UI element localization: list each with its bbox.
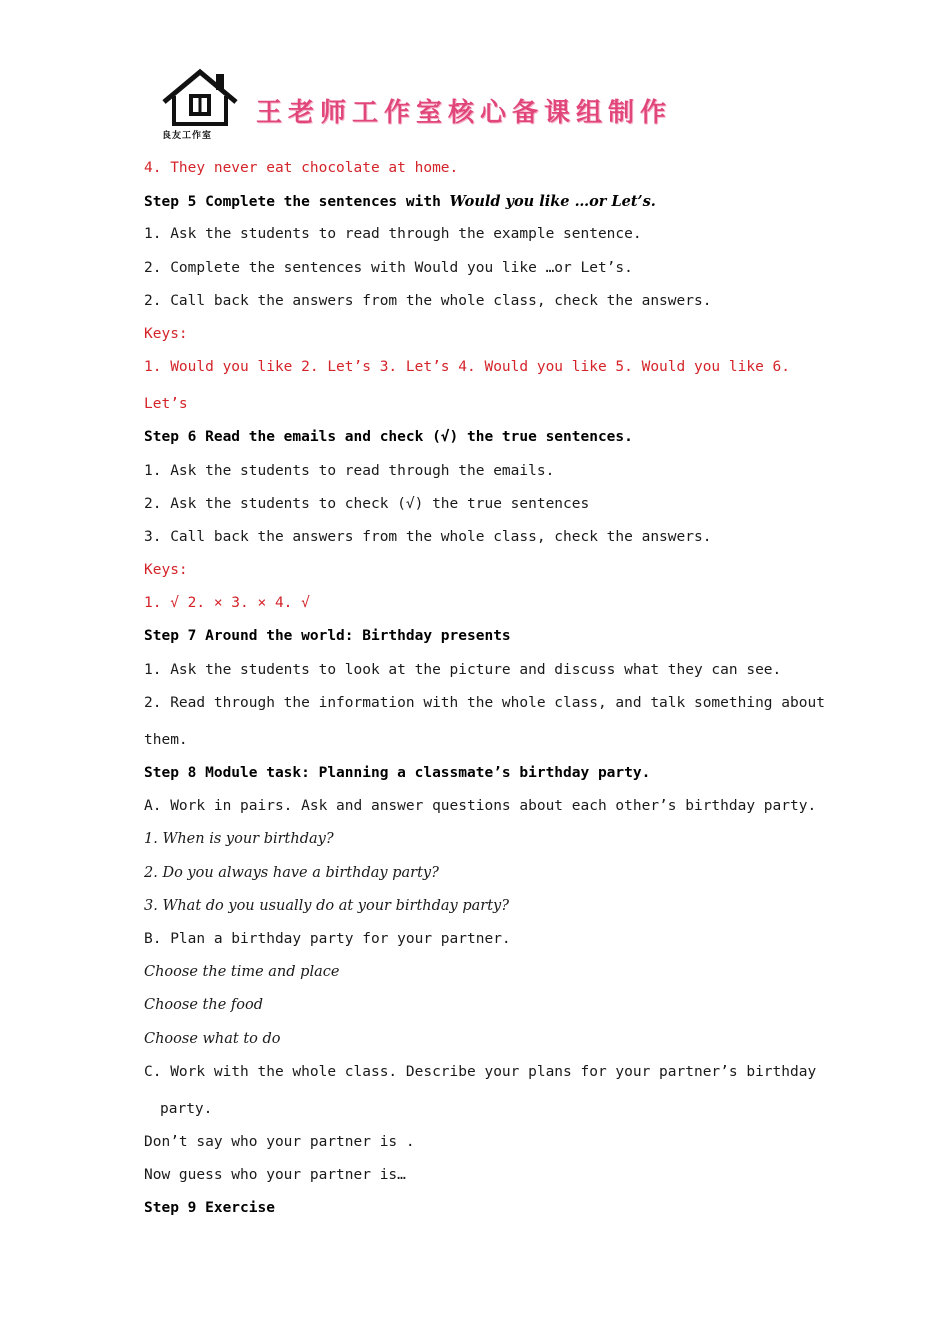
step-heading: Step 9 Exercise (144, 1200, 275, 1217)
text-line-continued: party. (160, 1100, 213, 1117)
step-heading: Step 8 Module task: Planning a classmate’s birthday party. (144, 765, 651, 781)
text-line-continued: them. (144, 731, 188, 748)
text-line: 2. Complete the sentences with Would you like …or Let’s. (144, 259, 633, 276)
plan-item: Choose the time and place (144, 964, 340, 981)
keys-answers: 1. √ 2. × 3. × 4. √ (144, 595, 310, 612)
text-line: 1. Ask the students to read through the example sentence. (144, 226, 642, 243)
question-line: 2. Do you always have a birthday party? (144, 864, 439, 881)
step-heading-emphasis: Would you like …or Let’s. (449, 193, 656, 211)
text-line: B. Plan a birthday party for your partner. (144, 930, 511, 947)
house-logo-icon (158, 66, 242, 142)
text-line: 2. Read through the information with the whole class, and talk something about (144, 694, 825, 711)
text-line: Don’t say who your partner is . (144, 1133, 415, 1150)
document-body (144, 152, 825, 1225)
text-line: 3. Call back the answers from the whole class, check the answers. (144, 528, 712, 545)
text-line: 2. Call back the answers from the whole class, check the answers. (144, 292, 712, 309)
keys-label: Keys: (144, 325, 188, 342)
step-heading: Step 6 Read the emails and check (√) the true sentences. (144, 429, 633, 446)
text-line: 1. Ask the students to look at the picture and discuss what they can see. (144, 661, 782, 678)
question-line: 3. What do you usually do at your birthday party? (144, 897, 509, 914)
plan-item: Choose what to do (144, 1030, 281, 1047)
text-line: 2. Ask the students to check (√) the true sentences (144, 495, 590, 512)
plan-item: Choose the food (144, 997, 263, 1014)
logo-caption: 良友工作室 (162, 131, 213, 141)
text-line: 4. They never eat chocolate at home. (144, 160, 459, 176)
step-heading (144, 185, 804, 218)
step-heading-text: Step 5 Complete the sentences with (144, 194, 450, 211)
header-title: 王老师工作室核心备课组制作 (256, 98, 673, 128)
keys-answers: 1. Would you like 2. Let’s 3. Let’s 4. Would you like 5. Would you like 6. (144, 359, 791, 376)
keys-label: Keys: (144, 562, 188, 579)
step-heading: Step 7 Around the world: Birthday presents (144, 628, 511, 645)
keys-answers-continued: Let’s (144, 396, 188, 413)
question-line: 1. When is your birthday? (144, 831, 334, 848)
text-line: A. Work in pairs. Ask and answer questions about each other’s birthday party. (144, 798, 817, 815)
page-header (158, 66, 798, 146)
text-line: C. Work with the whole class. Describe your plans for your partner’s birthday (144, 1063, 817, 1080)
text-line: 1. Ask the students to read through the emails. (144, 462, 555, 479)
text-line: Now guess who your partner is… (144, 1167, 406, 1184)
